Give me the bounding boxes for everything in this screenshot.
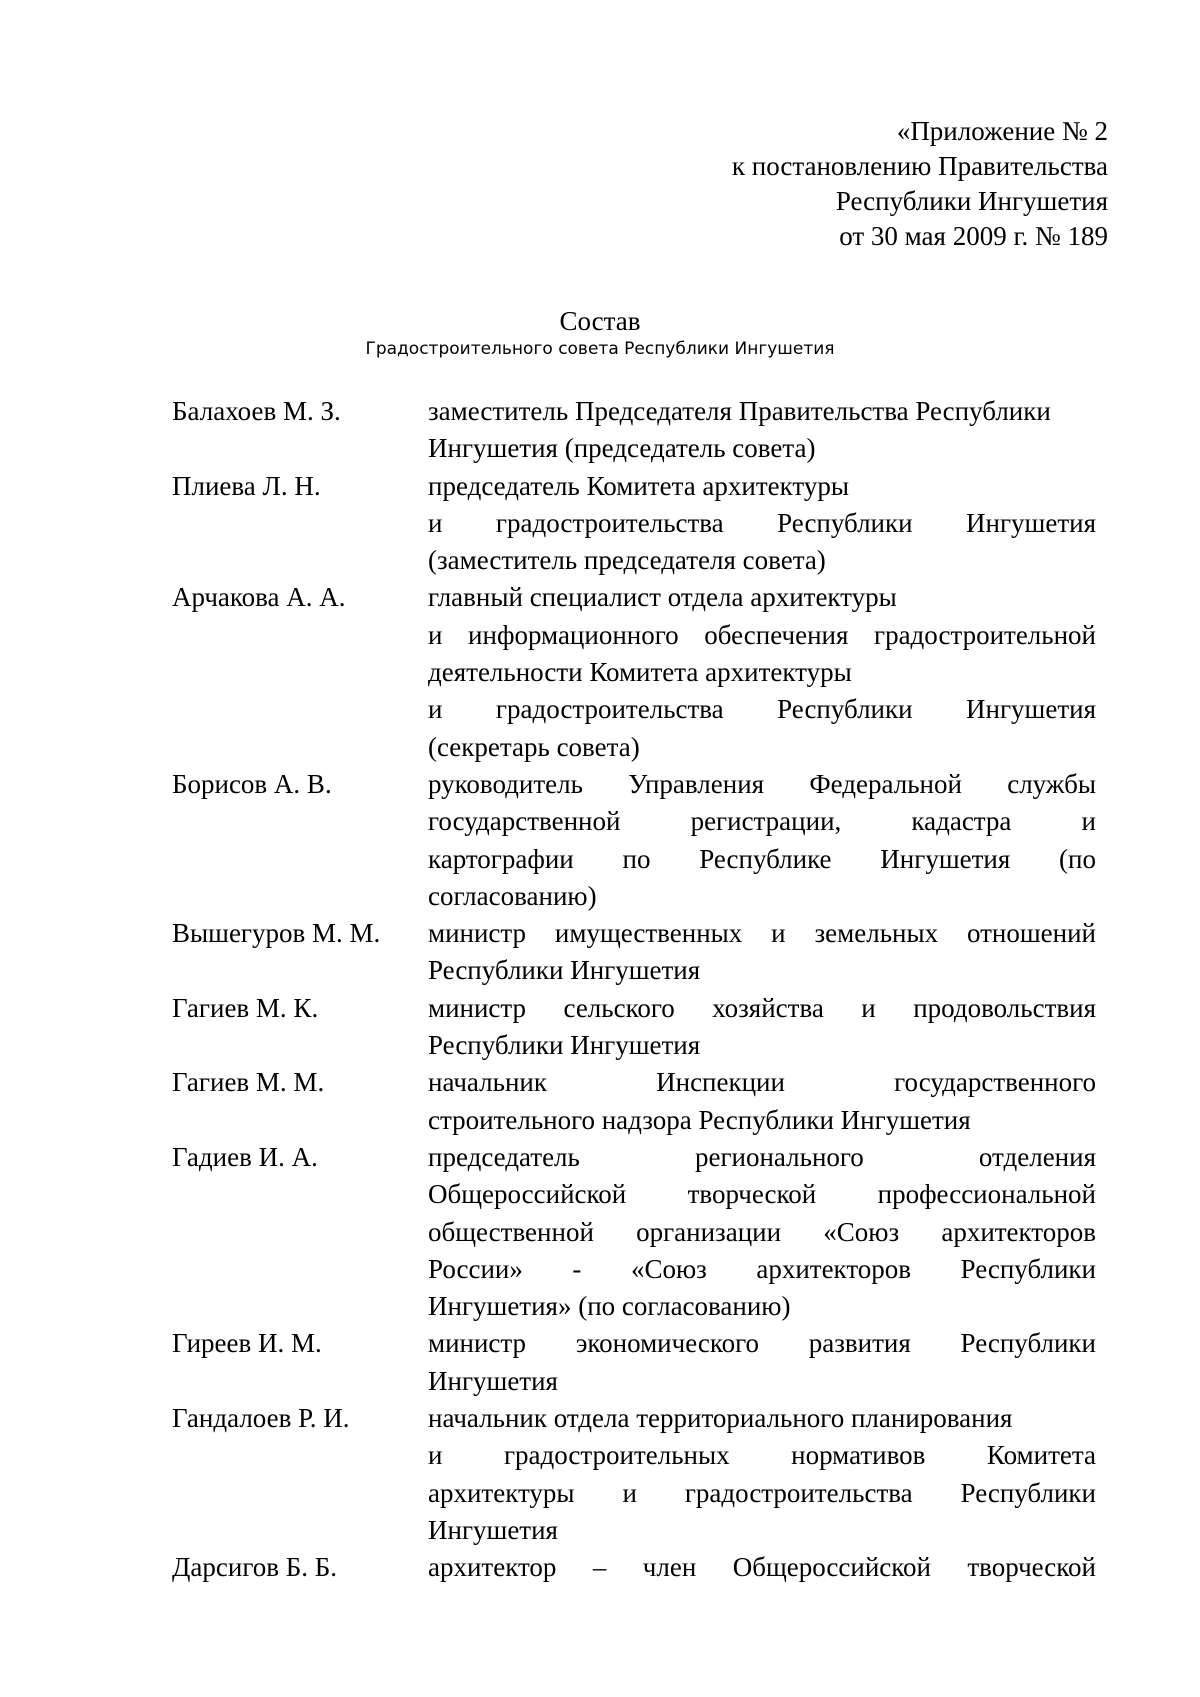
members-list [172, 393, 1096, 1587]
annex-header [732, 114, 1108, 254]
annex-reference: к постановлению Правительства [731, 151, 1108, 181]
member-role-line: Общероссийской творческой профессиональной [428, 1179, 1096, 1210]
member-role-line: Ингушетия (председатель совета) [428, 433, 816, 464]
member-row [172, 393, 1096, 468]
member-role-line: начальник отдела территориального планирования [428, 1403, 1013, 1434]
member-role-line: главный специалист отдела архитектуры [428, 582, 897, 613]
member-row [172, 579, 1096, 765]
member-name: Вышегуров М. М. [172, 918, 381, 949]
member-role-line: (секретарь совета) [428, 731, 640, 762]
member-role-line: руководитель Управления Федеральной службы [428, 768, 1096, 799]
member-name: Гандалоев Р. И. [172, 1403, 350, 1434]
member-role [428, 1064, 1096, 1139]
member-name: Гагиев М. М. [172, 1067, 325, 1098]
member-role-line: председатель Комитета архитектуры [428, 470, 849, 501]
document-subtitle: Градостроительного совета Республики Ингушетия [365, 339, 835, 359]
member-role-line: и градостроительства Республики Ингушетия [428, 507, 1096, 538]
member-row [172, 990, 1096, 1065]
member-name: Гагиев М. К. [172, 992, 319, 1023]
member-role-line: председатель регионального отделения [428, 1141, 1096, 1172]
member-row [172, 1064, 1096, 1139]
member-row [172, 468, 1096, 580]
member-role-line: архитектор – член Общероссийской творческой [428, 1552, 1096, 1583]
member-role-line: Республики Ингушетия [428, 955, 701, 986]
member-name: Гадиев И. А. [172, 1141, 318, 1172]
member-role-line: (заместитель председателя совета) [428, 545, 826, 576]
member-role [428, 990, 1096, 1065]
member-row [172, 915, 1096, 990]
member-role-line: деятельности Комитета архитектуры [428, 657, 852, 688]
member-role-line: министр сельского хозяйства и продовольствия [428, 992, 1096, 1023]
member-role [428, 468, 1096, 580]
member-name: Дарсигов Б. Б. [172, 1552, 337, 1583]
member-role [428, 579, 1096, 765]
member-role-line: Ингушетия» (по согласованию) [428, 1291, 791, 1322]
member-role-line: заместитель Председателя Правительства Республики [428, 396, 1051, 426]
member-name: Борисов А. В. [172, 768, 332, 799]
member-role-line: и градостроительных нормативов Комитета [428, 1440, 1096, 1471]
annex-date: от 30 мая 2009 г. № 189 [839, 221, 1108, 251]
member-name: Плиева Л. Н. [172, 470, 321, 501]
member-role-line: и градостроительства Республики Ингушетия [428, 694, 1096, 725]
member-role-line: общественной организации «Союз архитекторов [428, 1216, 1096, 1247]
member-role-line: министр имущественных и земельных отношений [428, 918, 1096, 949]
member-role-line: России» - «Союз архитекторов Республики [428, 1253, 1096, 1284]
member-role-line: государственной регистрации, кадастра и [428, 806, 1096, 837]
member-role-line: министр экономического развития Республики [428, 1328, 1096, 1359]
member-role [428, 766, 1096, 915]
member-row [172, 1549, 1096, 1586]
member-role-line: архитектуры и градостроительства Республики [428, 1477, 1096, 1508]
member-role [428, 1400, 1096, 1549]
annex-number: «Приложение № 2 [896, 116, 1108, 146]
member-row [172, 1139, 1096, 1325]
member-row [172, 766, 1096, 915]
member-row [172, 1400, 1096, 1549]
member-name: Балахоев М. З. [172, 396, 341, 426]
annex-republic: Республики Ингушетия [835, 186, 1108, 216]
member-role [428, 915, 1096, 990]
member-role [428, 1549, 1096, 1586]
member-role-line: строительного надзора Республики Ингушетия [428, 1104, 971, 1135]
member-role-line: начальник Инспекции государственного [428, 1067, 1096, 1098]
member-role-line: и информационного обеспечения градостроительной [428, 619, 1096, 650]
member-role-line: Ингушетия [428, 1365, 558, 1396]
member-name: Гиреев И. М. [172, 1328, 322, 1359]
member-role-line: согласованию) [428, 880, 597, 911]
document-title: Состав [559, 306, 641, 336]
member-name: Арчакова А. А. [172, 582, 346, 613]
member-role-line: картографии по Республике Ингушетия (по [428, 843, 1096, 874]
member-role-line: Ингушетия [428, 1514, 558, 1545]
member-row [172, 1325, 1096, 1400]
member-role [428, 1325, 1096, 1400]
member-role [428, 393, 1096, 468]
member-role-line: Республики Ингушетия [428, 1030, 701, 1061]
member-role [428, 1139, 1096, 1325]
